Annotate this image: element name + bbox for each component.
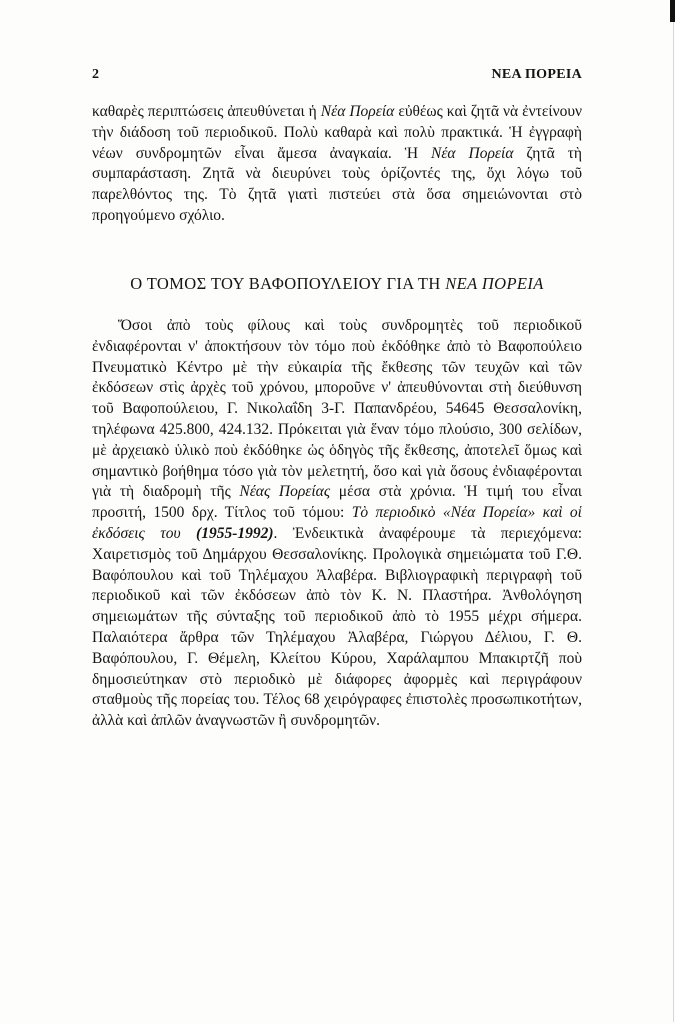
body-paragraph <box>92 316 582 732</box>
book-years: (1955-1992) <box>196 524 274 542</box>
scan-edge-line <box>673 22 674 1022</box>
book-title: Τὸ περιοδικὸ «Νέα Πορεία» καὶ οἱ ἐκδόσεις του <box>92 504 582 542</box>
page-header <box>92 67 582 87</box>
section-heading <box>92 274 582 294</box>
body-text-1: Ὅσοι ἀπὸ τοὺς φίλους καὶ τοὺς συνδρομητὲς τοῦ περιοδικοῦ ἐνδιαφέρονται ν' ἀποκτήσουν τὸν τόμο ποὺ ἐκδόθηκε ἀπὸ τὸ Βαφοπούλειο Πνευματικὸ Κέντρο μὲ τὴν εὐκαιρία τῆς ἔκθεσης τῶν τευχῶν καὶ τῶν ἐκδόσεων στὶς ἀρχὲς τοῦ χρόνου, μποροῦνε ν' ἀπευθύνονται στὴ διεύθυνση τοῦ Βαφοπούλειου, Γ. Νικολαΐδη 3-Γ. Παπανδρέου, 54645 Θεσσαλονίκη, τηλέφωνα 425.800, 424.132. Πρόκειται γιὰ ἕναν τόμο πλούσιο, 300 σελίδων, μὲ ἀρχειακὸ ὑλικὸ ποὺ ἐκδόθηκε ὡς ὁδηγὸς τῆς ἔκθεσης, ἀποτελεῖ ὅμως καὶ σημαντικὸ βοήθημα τόσο γιὰ τὸν μελετητή, ὅσο καὶ γιὰ ὅσους ἐνδιαφέρονται γιὰ τὴ διαδρομὴ τῆς <box>92 317 582 501</box>
body-italic-1: Νέας Πορείας <box>239 483 331 501</box>
section-heading-text: Ο ΤΟΜΟΣ ΤΟΥ ΒΑΦΟΠΟΥΛΕΙΟΥ ΓΙΑ ΤΗ <box>130 274 446 293</box>
intro-text-2: εὐθέως καὶ ζητᾶ νὰ ἐντείνουν τὴν διάδοση τοῦ περιοδικοῦ. Πολὺ καθαρὰ καὶ πολὺ πρακτικά. Ἡ ἐγγραφὴ νέων συνδρομητῶν εἶναι ἄμεσα ἀναγκαία. Ἡ <box>92 103 583 162</box>
body-space <box>181 525 196 542</box>
intro-paragraph <box>92 102 582 227</box>
body-text-2: μέσα στὰ χρόνια. Ἡ τιμή του εἶναι προσιτή, 1500 δρχ. Τίτλος τοῦ τόμου: <box>92 483 582 522</box>
scan-edge-mark <box>670 0 675 22</box>
body-text-3: . Ἐνδεικτικὰ ἀναφέρουμε τὰ περιεχόμενα: Χαιρετισμὸς τοῦ Δημάρχου Θεσσαλονίκης. Προλογικὰ σημειώματα τοῦ Γ.Θ. Βαφόπουλου καὶ τοῦ Τηλέμαχου Ἀλαβέρα. Βιβλιογραφικὴ περιγραφὴ τοῦ περιοδικοῦ καὶ τῶν ἐκδόσεων ἀπὸ τὸν Κ. Ν. Πλαστήρα. Ἀνθολόγηση σημειωμάτων τῆς σύνταξης τοῦ περιοδικοῦ ἀπὸ τὸ 1955 μέχρι σήμερα. Παλαιότερα ἄρθρα τῶν Τηλέμαχου Ἀλαβέρα, Γιώργου Δέλιου, Γ. Θ. Βαφόπουλου, Γ. Θέμελη, Κλείτου Κύρου, Χαράλαμπου Μπακιρτζῆ ποὺ δημοσιεύτηκαν στὸ περιοδικὸ μὲ διάφορες ἀφορμὲς καὶ περιγράφουν σταθμοὺς τῆς πορείας του. Τέλος 68 χειρόγραφες ἐπιστολὲς προσωπικοτήτων, ἀλλὰ καὶ ἀπλῶν ἀναγνωστῶν ἢ συνδρομητῶν. <box>92 524 583 730</box>
intro-text-1: καθαρὲς περιπτώσεις ἀπευθύνεται ἡ <box>92 103 321 120</box>
intro-text-3: ζητᾶ τὴ συμπαράσταση. Ζητᾶ νὰ διευρύνει τοὺς ὁρίζοντές της, ὄχι λόγω τοῦ παρελθόντος της. Τὸ ζητᾶ γιατὶ πιστεύει στὰ ὅσα σημειώνονται στὸ προηγούμενο σχόλιο. <box>92 144 583 224</box>
intro-italic-1: Νέα Πορεία <box>320 103 395 120</box>
intro-italic-2: Νέα Πορεία <box>430 144 514 162</box>
running-title: ΝΕΑ ΠΟΡΕΙΑ <box>491 67 582 82</box>
page-number: 2 <box>92 67 99 82</box>
section-heading-italic: ΝΕΑ ΠΟΡΕΙΑ <box>445 274 544 293</box>
